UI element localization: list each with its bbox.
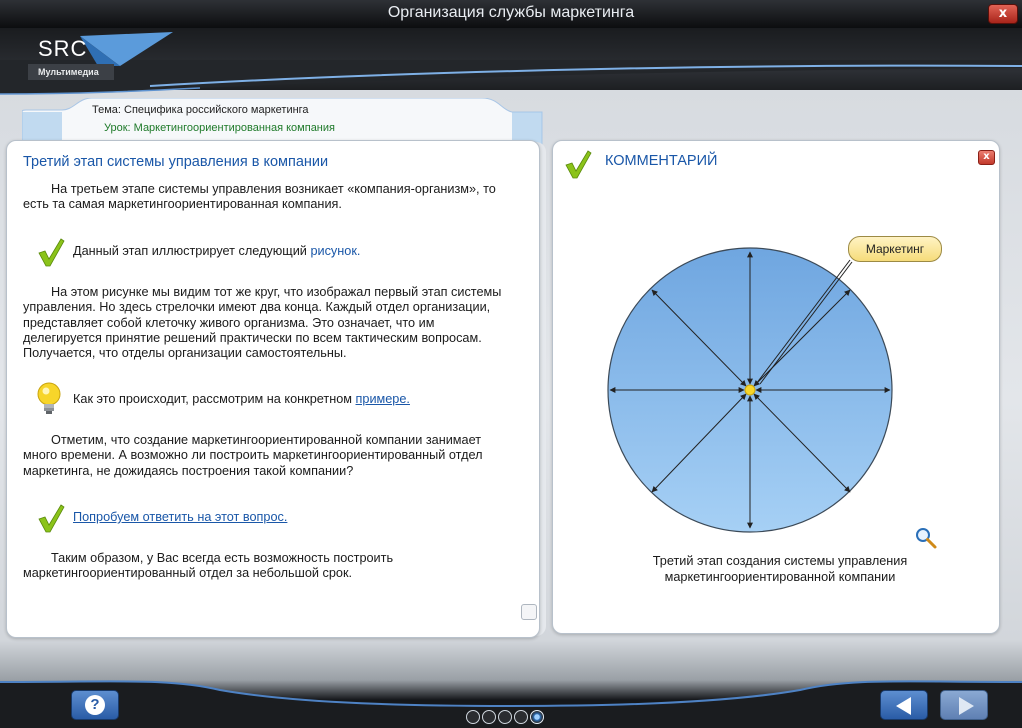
next-button[interactable]: [940, 690, 988, 720]
paragraph-4: Таким образом, у Вас всегда есть возможность построить маркетингоориентированный отдел за небольшой срок.: [23, 551, 394, 581]
note-example: [73, 392, 410, 406]
topic-tab: [22, 98, 542, 146]
question-link[interactable]: Попробуем ответить на этот вопрос.: [73, 510, 288, 524]
title-bar: [0, 0, 1022, 28]
comment-close-button[interactable]: x: [978, 150, 995, 165]
page-dot[interactable]: [498, 710, 512, 724]
check-icon: [37, 237, 65, 267]
content-panel: [6, 140, 540, 638]
previous-button[interactable]: [880, 690, 928, 720]
page-dot[interactable]: [482, 710, 496, 724]
diagram-caption-line-2: маркетингоориентированной компании: [664, 570, 896, 584]
window-title: Организация службы маркетинга: [387, 4, 635, 21]
marketing-label: Маркетинг: [848, 236, 942, 262]
page-dot-active[interactable]: [530, 710, 544, 724]
logo-name: SRC: [38, 36, 88, 61]
arrow-left-icon: [881, 691, 929, 721]
paragraph-3: Отметим, что создание маркетингоориентированной компании занимает много времени. А возможно ли построить маркетингоориентированный отдел маркетинга, не дожидаясь построения такой компании?: [23, 433, 483, 478]
organization-circle-diagram: [600, 230, 960, 540]
arrow-right-icon: [941, 691, 989, 721]
note-figure-text: Данный этап иллюстрирует следующий: [73, 244, 311, 258]
scrollbar-thumb[interactable]: [521, 604, 537, 620]
help-button[interactable]: [71, 690, 119, 720]
lesson-title: Урок: Маркетингоориентированная компания: [104, 122, 335, 134]
question-icon: ?: [85, 695, 105, 715]
magnifier-icon[interactable]: [914, 526, 938, 550]
figure-link[interactable]: рисунок.: [310, 244, 361, 258]
comment-heading: КОММЕНТАРИЙ: [605, 153, 718, 169]
page-dot[interactable]: [514, 710, 528, 724]
lightbulb-icon: [35, 381, 63, 417]
example-link[interactable]: примере.: [355, 392, 410, 406]
check-icon: [37, 503, 65, 533]
page-indicator: [466, 709, 546, 725]
topic-title: Тема: Специфика российского маркетинга: [92, 104, 309, 116]
center-node: [745, 385, 755, 395]
diagram-caption-line-1: Третий этап создания системы управления: [652, 554, 908, 568]
paragraph-1: На третьем этапе системы управления возникает «компания-организм», то есть та самая маркетингоориентированная компания.: [23, 182, 496, 212]
note-question: [73, 510, 287, 524]
note-figure: [73, 244, 360, 258]
check-icon: [564, 148, 592, 180]
note-example-text: Как это происходит, рассмотрим на конкретном: [73, 392, 356, 406]
paragraph-2: На этом рисунке мы видим тот же круг, что изображал первый этап системы управления. Но здесь стрелочки имеют два конца. Каждый отдел организации, представляет собой клеточку живого организма. Это означает, что им делегируется принятие решений практически по всем тактическим вопросам. Получается, что отделы организации самостоятельны.: [23, 285, 502, 361]
page-dot[interactable]: [466, 710, 480, 724]
content-heading: Третий этап системы управления в компании: [23, 154, 329, 170]
logo-subtitle: Мультимедиа: [38, 67, 99, 77]
window-close-button[interactable]: x: [988, 4, 1018, 24]
src-logo: [28, 32, 178, 84]
